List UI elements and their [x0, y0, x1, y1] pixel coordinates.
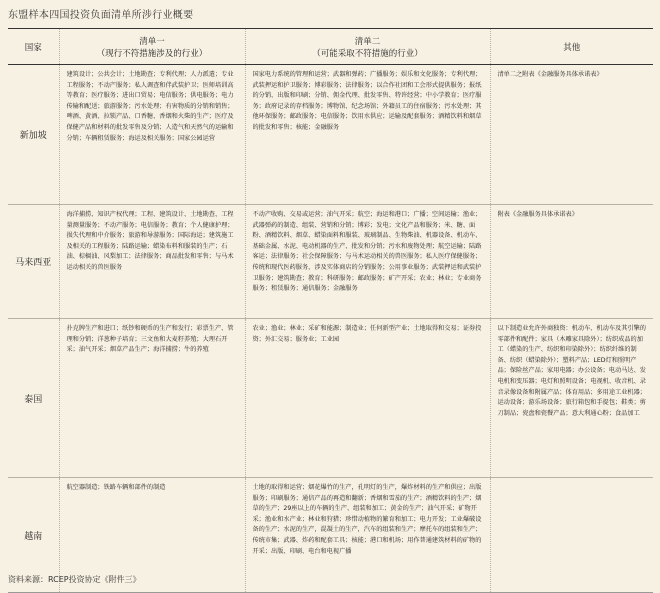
- list1-cell: 航空器制造；铁路车辆和部件的制造: [59, 478, 245, 593]
- table-row-thailand: [8, 319, 653, 478]
- header-list1-subtitle: （现行不符措施涉及的行业）: [96, 48, 208, 59]
- header-row: [8, 29, 653, 65]
- list2-cell: 不动产收购、交易或运营；油气开采；航空；海运和港口；广播；空间运输；渔业；武器弹药的制造、组装、营销和分销；博彩；发电；文化产品和服务；米、糖、面粉、酒精饮料、烟草、蜡染面料和服装、玻璃制品、生物柴油、机器设备、机动车、基础金属、水泥、电动机器的生产、批发和分销；污水和废物处理；航空运输；陆路客运；法律服务；社会保障服务；与马术运动相关的兽医服务；私人医疗保健服务；传统和现代医药服务，涉及实体商店的分销服务；公用事业服务；武装押运和武装护卫服务；建筑勘查；教育；科研服务；邮政服务；矿产开采；农业；林业；专业商务服务；租赁服务；通信服务；金融服务: [245, 205, 490, 319]
- list2-cell: 土地的取得和运营；烟花爆竹的生产，孔明灯的生产，爆炸材料的生产和供应；出版服务；印刷服务；通信产品的再造和翻新；香烟和雪茄的生产；酒精饮料的生产；烟草的生产；29座以上的车辆的生产、组装和加工；黄金的生产；油气开采；矿物开采；渔业和水产业；林业和狩猎；珍惜动植物的繁育和加工；电力开发；工业爆破设备的生产；水泥的生产，混凝土的生产，汽车的组装和生产；摩托车的组装和生产；传统市集；武器、炸药和配套工具；核能；港口和机场；用作普通建筑材料的矿物的开采；出版、印刷、电台和电视广播: [245, 478, 490, 593]
- country-cell: 越南: [24, 531, 43, 542]
- list2-cell: 农业；渔业；林业；采矿和能源；制造业；任何新型产业；土地取得和交易；证券投资；外汇交易；服务业；工业园: [245, 319, 490, 478]
- header-list1: [59, 29, 245, 65]
- list1-cell: 海洋捕捞、知识产权代理；工程、建筑设计、土地勘查、工程量测量服务；不动产服务；电信服务；教育；个人健康护理；损失代理和中介服务；旅游和导游服务；国际海运；建筑施工及相关的工程服务；陆路运输；蜡染布料和服装的生产；石油、棕榈油、风梨加工；法律服务；商品批发和零售；与马术运动相关的兽医服务: [59, 205, 245, 319]
- other-cell: 附表《金融服务具体承诺表》: [490, 205, 653, 319]
- country-cell: 泰国: [24, 394, 43, 405]
- negative-list-table: [8, 28, 653, 593]
- list1-cell: 扑克牌生产和进口；纸钞和硬币的生产和发行；彩票生产、管理和分销；洋葱种子培育；三文鱼和大麦籽养殖；大理石开采；油气开采；烟草产品生产；海洋捕捞；牛的养殖: [59, 319, 245, 478]
- header-list2: [245, 29, 490, 65]
- list2-cell: 国家电力系统的管理和运营；武器和弹药；广播服务；娱乐和文化服务；专利代理；武装押运和护卫服务；博彩服务；法律服务；以合作社团和工会形式提供服务；报纸的分销、出版和印刷；分销、佣金代理、批发零售、特许经营；中小学教育；医疗服务；政府记录的存档服务；博物馆、纪念场馆；外籍员工的住宿服务；污水处理；其他环保服务；邮政服务；电信服务；饮用水供应；运输及配套服务；酒精饮料和烟草的批发和零售；核能；金融服务: [245, 65, 490, 205]
- country-cell: 马来西亚: [15, 258, 52, 268]
- table-title: 东盟样本四国投资负面清单所涉行业概要: [8, 10, 194, 21]
- other-cell: [490, 478, 653, 593]
- source-note: 资料来源：RCEP投资协定《附件三》: [8, 575, 141, 584]
- header-list2-title: 清单二: [354, 36, 381, 47]
- other-cell: 清单二之附表《金融服务具体承诺表》: [490, 65, 653, 205]
- header-country: 国家: [8, 29, 59, 65]
- header-other: 其他: [490, 29, 653, 65]
- list1-cell: 建筑设计；公共会计；土地勘查；专利代理；人力派遣；专业工程服务；不动产服务；私人调查和伴武装护卫；医师培训高等教育；医疗服务；进出口贸易；电信服务；供电服务；电力传输和配送；旅游服务；污水处理；有害物质的分销和销售；啤酒、黄酒、拉锁产品、口香糖、香烟和火柴的生产；医疗及保健产品和材料的批发零售及分销；人造气和天然气的运输和分销；车辆租赁服务；海运及相关服务；国家公园运营: [59, 65, 245, 205]
- other-cell: 以下制造业允许外商独资：机动车、机动车及其引擎的零部件和配件；家具（木雕家具除外）；纺织成品的加工（蜡染的生产、纺织和印染除外）；纺织纤维的制备、纺织（蜡染除外）；塑料产品；LED灯和照明产品；保险丝产品；家用电器；办公设备；电动马达、发电机和变压器；电灯和照明设备；电视机、收音机、录音录像设备和附属产品；体育用品；多用途工业机器；运动设备；游乐场设备；旅行箱包和手提包；鞋类；剪刀制品；瓷盘和瓷餐产品；意大利通心粉；食品加工: [490, 319, 653, 478]
- country-cell: 新加坡: [19, 131, 47, 141]
- header-list1-title: 清单一: [139, 36, 165, 47]
- header-list2-subtitle: （可能采取不符措施的行业）: [312, 48, 423, 59]
- table-row-malaysia: [8, 205, 653, 319]
- table-row-singapore: [8, 65, 653, 205]
